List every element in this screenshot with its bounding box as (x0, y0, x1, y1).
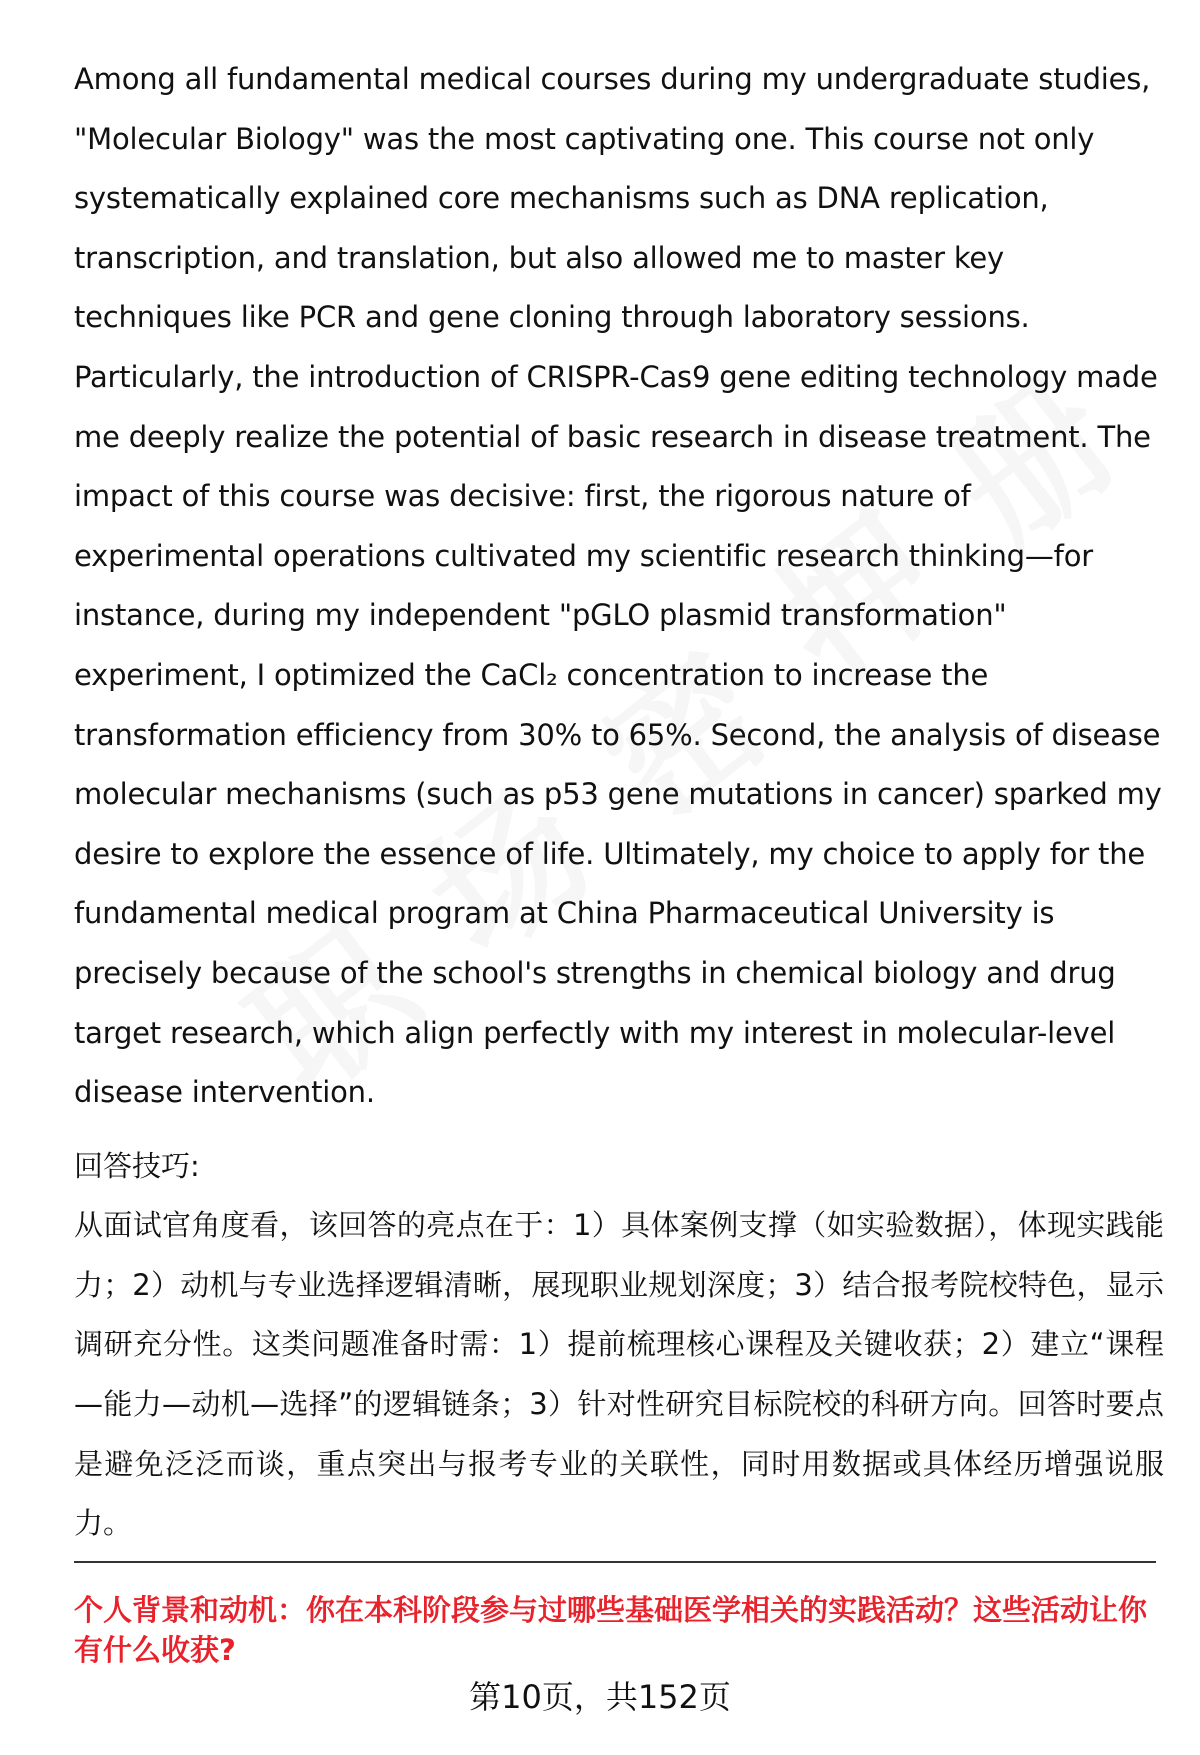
next-question-heading: 个人背景和动机：你在本科阶段参与过哪些基础医学相关的实践活动？这些活动让你有什么收获? (74, 1593, 1148, 1667)
tips-label: 回答技巧: (74, 1148, 200, 1183)
main-content (74, 50, 1164, 1554)
page-number: 第10页，共152页 (469, 1678, 731, 1716)
tips-paragraph: 从面试官角度看，该回答的亮点在于：1）具体案例支撑（如实验数据），体现实践能力；2）动机与专业选择逻辑清晰，展现职业规划深度；3）结合报考院校特色，显示调研充分性。这类问题准备时需：1）提前梳理核心课程及关键收获；2）建立“课程—能力—动机—选择”的逻辑链条；3）针对性研究目标院校的科研方向。回答时要点是避免泛泛而谈，重点突出与报考专业的关联性，同时用数据或具体经历增强说服力。 (74, 1208, 1164, 1541)
section-divider (74, 1561, 1156, 1563)
answer-paragraph: Among all fundamental medical courses during my undergraduate studies, "Molecular Biology" was the most captivating one. This course not only systematically explained core mechanisms such as DNA replication, transcription, and translation, but also allowed me to master key techniques like PCR and gene cloning through laboratory sessions. Particularly, the introduction of CRISPR-Cas9 gene editing technology made me deeply realize the potential of basic research in disease treatment. The impact of this course was decisive: first, the rigorous nature of experimental operations cultivated my scientific research thinking—for instance, during my independent "pGLO plasmid transformation" experiment, I optimized the CaCl₂ concentration to increase the transformation efficiency from 30% to 65%. Second, the analysis of disease molecular mechanisms (such as p53 gene mutations in cancer) sparked my desire to explore the essence of life. Ultimately, my choice to apply for the fundamental medical program at China Pharmaceutical University is precisely because of the school's strengths in chemical biology and drug target research, which align perfectly with my interest in molecular-level disease intervention. (74, 62, 1162, 1110)
